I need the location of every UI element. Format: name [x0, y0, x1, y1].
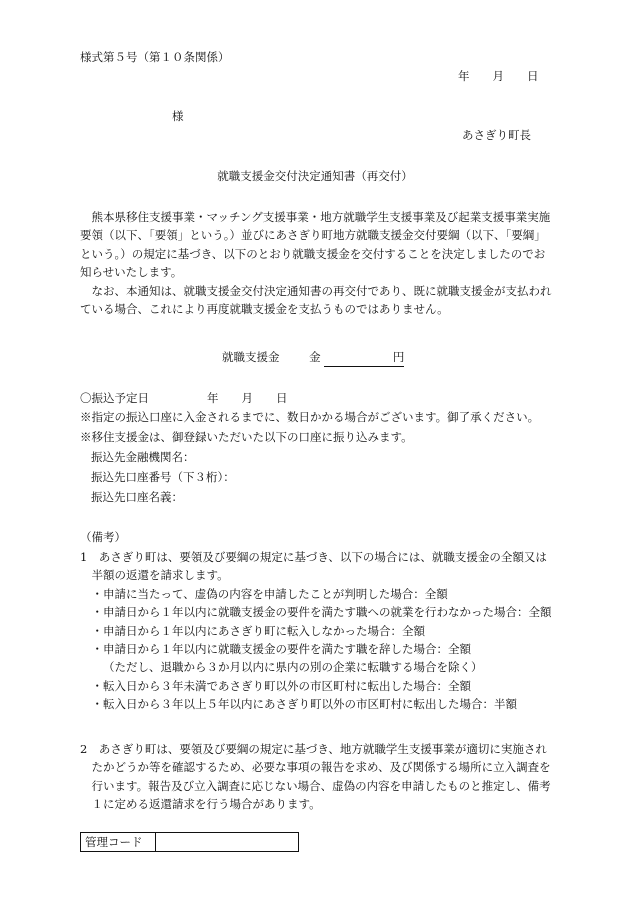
document-title: 就職支援金交付決定通知書（再交付） [217, 169, 413, 183]
amount-unit: 円 [392, 350, 405, 364]
remark-bullet: ・申請日から１年以内に就職支援金の要件を満たす職への就業を行わなかった場合：全額 [91, 605, 552, 620]
management-code-value [156, 833, 299, 852]
amount-line [222, 348, 404, 367]
remark-bullet-note: （ただし、退職から３か月以内に県内の別の企業に転職する場合を除く） [103, 660, 483, 675]
body-paragraph: なお、本通知は、就職支援金交付決定通知書の再交付であり、既に就職支援金が支払われている場合、これにより再度就職支援金を支払うものではありません。 [80, 283, 552, 316]
remark-bullet: ・申請日から１年以内に就職支援金の要件を満たす職を辞した場合：全額 [91, 641, 471, 656]
remarks-heading: （備考） [80, 530, 126, 544]
remark-bullet: ・申請に当たって、虚偽の内容を申請したことが判明した場合：全額 [91, 586, 448, 601]
management-code-table [80, 832, 299, 852]
form-number: 様式第５号（第１０条関係） [80, 50, 230, 64]
account-number-field: 振込先口座番号（下３桁）： [91, 470, 235, 484]
transfer-date-label: 〇振込予定日 [80, 391, 149, 405]
amount-label: 就職支援金 [222, 350, 280, 364]
remark-text: 2 あさぎり町は、要領及び要綱の規定に基づき、地方就職学生支援事業が適切に実施されたかどうか等を確認するため、必要な事項の報告を求め、及び関係する場所に立入調査を行います。報告及び立入調査に応じない場合、虚偽の内容を申請したものと推定し、備考１に定める返還請求を行う場合があります。 [80, 742, 551, 812]
bank-name-field: 振込先金融機関名： [91, 450, 195, 464]
remarks-item-2 [80, 740, 555, 814]
management-code-label: 管理コード [81, 833, 156, 852]
body-text [80, 208, 555, 318]
remark-text: 1 あさぎり町は、要領及び要綱の規定に基づき、以下の場合には、就職支援金の全額又は半額の返還を請求します。 [80, 550, 547, 583]
remark-bullet: ・転入日から３年未満であさぎり町以外の市区町村に転出した場合：全額 [91, 678, 471, 693]
issue-date: 年 月 日 [458, 69, 539, 83]
remarks-item-1 [80, 548, 555, 714]
body-paragraph: 熊本県移住支援事業・マッチング支援事業・地方就職学生支援事業及び起業支援事業実施要領（以下、「要領」という。）並びにあさぎり町地方就職支援金交付要綱（以下、「要綱」という。）の規定に基づき、以下のとおり就職支援金を交付することを決定しましたのでお知らせいたします。 [80, 210, 551, 280]
transfer-note-2: ※移住支援金は、御登録いただいた以下の口座に振り込みます。 [80, 430, 413, 444]
transfer-date-value: 年 月 日 [207, 391, 288, 405]
amount-prefix: 金 [309, 350, 321, 364]
transfer-note-1: ※指定の振込口座に入金されるまでに、数日かかる場合がございます。御了承ください。 [80, 410, 540, 424]
remark-bullet: ・転入日から３年以上５年以内にあさぎり町以外の市区町村に転出した場合：半額 [91, 697, 517, 712]
remark-bullet: ・申請日から１年以内にあさぎり町に転入しなかった場合：全額 [91, 623, 425, 638]
account-holder-field: 振込先口座名義： [91, 490, 183, 504]
sender-name: あさぎり町長 [462, 128, 531, 142]
amount-blank [324, 348, 404, 367]
addressee-suffix: 様 [172, 109, 184, 123]
